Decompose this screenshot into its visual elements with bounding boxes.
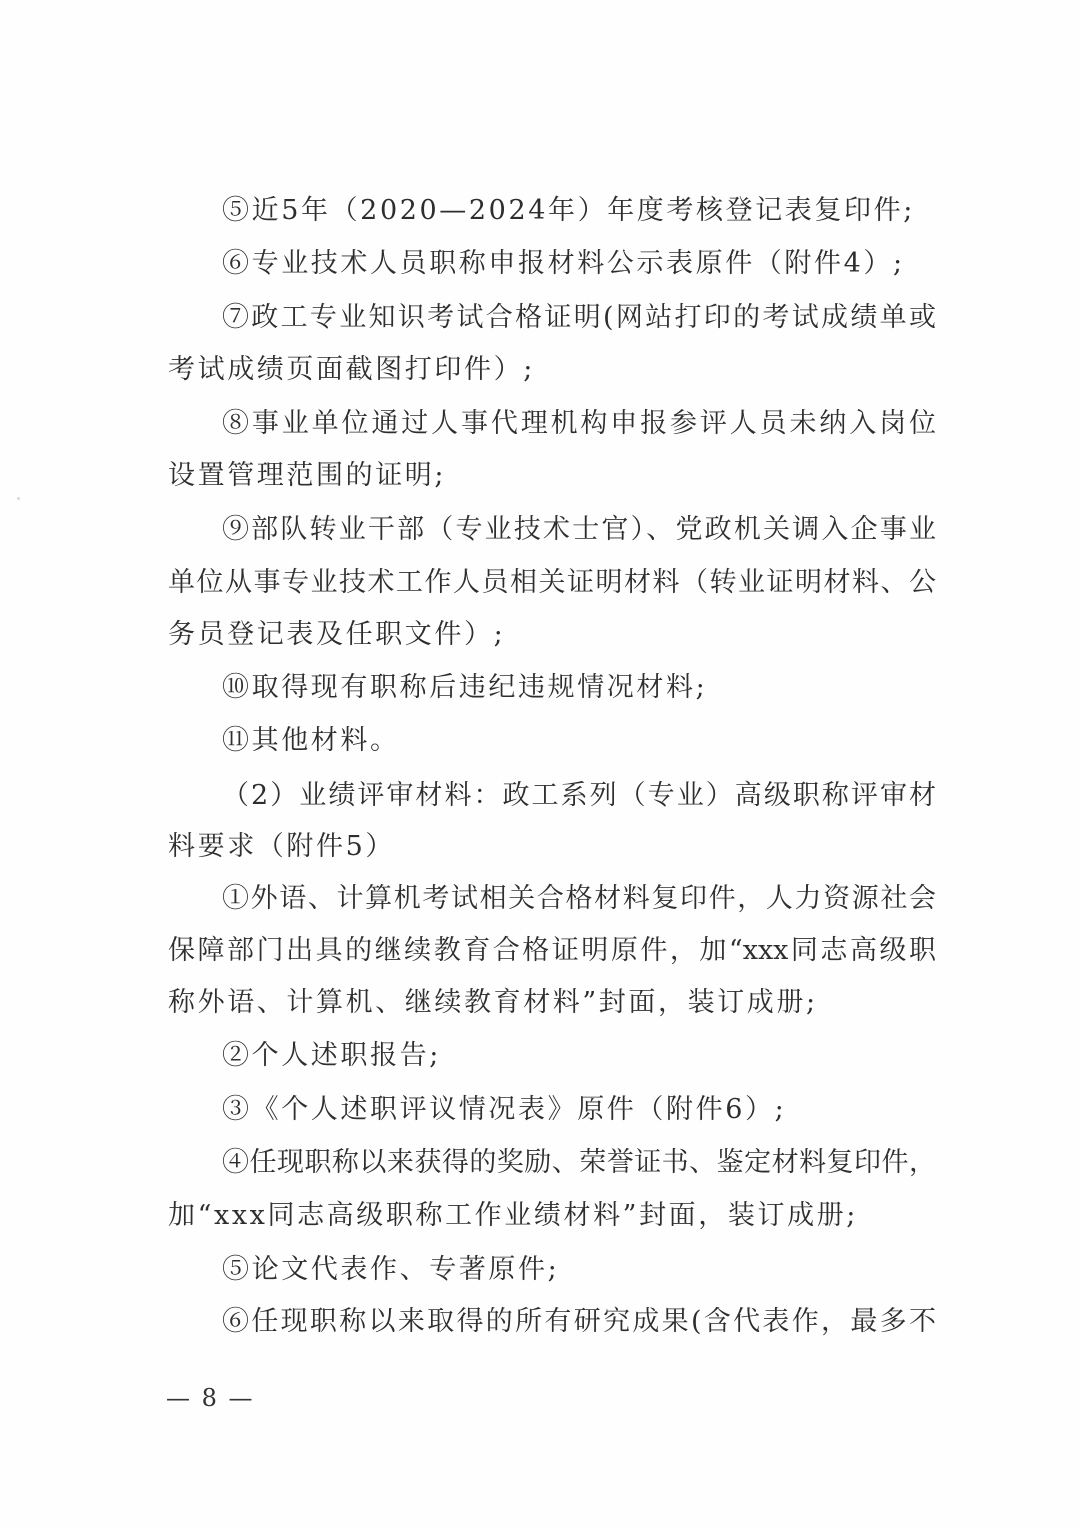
text-line: ⑦政工专业知识考试合格证明(网站打印的考试成绩单或 <box>222 302 936 333</box>
text-line: ⑧事业单位通过人事代理机构申报参评人员未纳入岗位 <box>222 408 936 439</box>
text-line: 称外语、计算机、继续教育材料”封面，装订成册; <box>168 987 818 1018</box>
text-line: ⑥专业技术人员职称申报材料公示表原件（附件4）; <box>222 248 905 279</box>
text-line: ⑤近5年（2020—2024年）年度考核登记表复印件; <box>222 195 915 226</box>
text-line: 加“xxx同志高级职称工作业绩材料”封面，装订成册; <box>168 1200 858 1231</box>
text-line: 保障部门出具的继续教育合格证明原件，加“xxx同志高级职 <box>168 935 936 966</box>
text-line: 单位从事专业技术工作人员相关证明材料（转业证明材料、公 <box>168 567 936 598</box>
text-line: ④任现职称以来获得的奖励、荣誉证书、鉴定材料复印件， <box>222 1147 936 1178</box>
page-number: — 8 — <box>166 1384 255 1412</box>
text-line: 设置管理范围的证明; <box>168 460 447 491</box>
text-line: ⑥任现职称以来取得的所有研究成果(含代表作，最多不 <box>222 1306 936 1337</box>
text-line: 务员登记表及任职文件）; <box>168 619 506 650</box>
text-line: ⑤论文代表作、专著原件; <box>222 1254 560 1285</box>
text-line: ③《个人述职评议情况表》原件（附件6）; <box>222 1094 787 1125</box>
scan-speck <box>17 497 20 500</box>
text-line: ⑩取得现有职称后违纪违规情况材料; <box>222 672 708 703</box>
text-line: ①外语、计算机考试相关合格材料复印件，人力资源社会 <box>222 883 936 914</box>
text-line: ②个人述职报告; <box>222 1040 441 1071</box>
text-line: （2）业绩评审材料：政工系列（专业）高级职称评审材 <box>222 780 936 811</box>
text-line: 考试成绩页面截图打印件）; <box>168 354 535 385</box>
text-line: ⑨部队转业干部（专业技术士官）、党政机关调入企事业 <box>222 514 936 545</box>
text-line: ⑪其他材料。 <box>222 725 400 756</box>
text-line: 料要求（附件5） <box>168 831 395 862</box>
